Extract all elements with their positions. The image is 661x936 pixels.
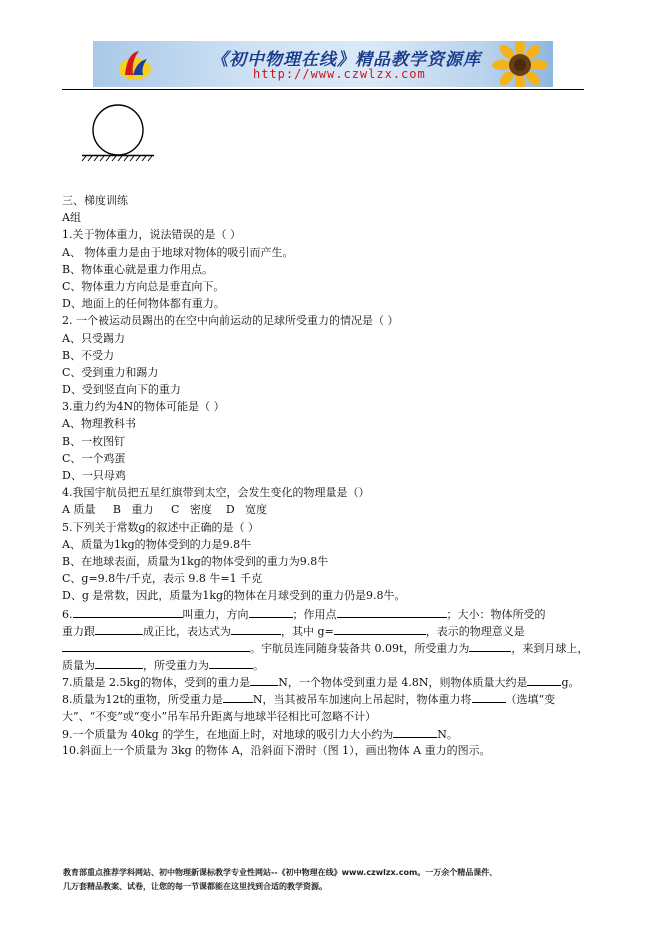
footer-line-1: 教育部重点推荐学科网站、初中物理新课标教学专业性网站--《初中物理在线》www.czwlzx.com。一万余个精品课件、 bbox=[63, 868, 498, 877]
q6-blank-meaning[interactable] bbox=[62, 639, 250, 652]
q6-blank-point[interactable] bbox=[337, 605, 447, 618]
q6-line-4 bbox=[62, 656, 587, 673]
q1-stem: 1.关于物体重力，说法错误的是（ ） bbox=[62, 228, 241, 242]
group-label: A组 bbox=[62, 211, 81, 225]
q3-option-b: B、一枚图钉 bbox=[62, 434, 126, 448]
ball-on-ground-figure bbox=[78, 103, 158, 163]
q6-text-4: 重力跟 bbox=[62, 624, 95, 638]
q9-blank-force[interactable] bbox=[393, 725, 437, 738]
q5-option-a: A、质量为1kg的物体受到的力是9.8牛 bbox=[62, 537, 252, 551]
q3-option-d: D、一只母鸡 bbox=[62, 469, 126, 482]
q7-text-3: g。 bbox=[561, 676, 580, 690]
q6-text-8: 。宇航员连同随身装备共 0.09t，所受重力为 bbox=[250, 641, 470, 655]
q2-option-c: C、受到重力和踢力 bbox=[62, 365, 159, 379]
q5-option-d: D、g 是常数，因此，质量为1kg的物体在月球受到的重力仍是9.8牛。 bbox=[62, 589, 406, 603]
q6-text-5: 成正比，表达式为 bbox=[143, 624, 231, 638]
q6-line-3 bbox=[62, 639, 587, 656]
q5-stem: 5.下列关于常数g的叙述中正确的是（ ） bbox=[62, 520, 260, 534]
q6-line-1 bbox=[62, 605, 587, 622]
q8-text-2: N，当其被吊车加速向上吊起时，物体重力将 bbox=[252, 693, 472, 707]
worksheet-content bbox=[62, 192, 587, 759]
site-logo-icon bbox=[117, 47, 153, 83]
q6-text-12: 。 bbox=[253, 659, 264, 673]
q2-option-d: D、受到竖直向下的重力 bbox=[62, 383, 181, 397]
q1-option-d: D、地面上的任何物体都有重力。 bbox=[62, 297, 225, 311]
q9-line bbox=[62, 725, 587, 742]
q7-blank-mass[interactable] bbox=[527, 673, 561, 686]
header-rule bbox=[62, 89, 584, 90]
section-title: 三、梯度训练 bbox=[62, 194, 128, 207]
q5-option-b: B、在地球表面，质量为1kg的物体受到的重力为9.8牛 bbox=[62, 554, 329, 568]
q1-option-b: B、物体重心就是重力作用点。 bbox=[62, 262, 214, 276]
q5-option-c: C、g=9.8牛/千克，表示 9.8 牛=1 千克 bbox=[62, 572, 263, 586]
q6-blank-direction[interactable] bbox=[249, 605, 293, 618]
q2-stem: 2. 一个被运动员踢出的在空中向前运动的足球所受重力的情况是（ ） bbox=[62, 314, 399, 328]
header-banner bbox=[93, 41, 553, 87]
q1-option-a: A、 物体重力是由于地球对物体的吸引而产生。 bbox=[62, 245, 294, 259]
page-footer bbox=[63, 866, 603, 894]
q8-line-2: 大”、“不变”或“变小”吊车吊升距离与地球半径相比可忽略不计） bbox=[62, 709, 377, 723]
q1-option-c: C、物体重力方向总是垂直向下。 bbox=[62, 279, 225, 293]
q6-text-6: ，其中 g= bbox=[281, 624, 334, 638]
q6-text-7: ，表示的物理意义是 bbox=[425, 624, 525, 638]
q6-text-2: ；作用点 bbox=[292, 607, 337, 621]
q6-number: 6. bbox=[62, 607, 73, 621]
q10-line: 10.斜面上一个质量为 3kg 的物体 A，沿斜面下滑时（图 1），画出物体 A 重力的图示。 bbox=[62, 744, 491, 757]
q6-text-1: 叫重力，方向 bbox=[182, 607, 249, 621]
q4-stem: 4.我国宇航员把五星红旗带到太空，会发生变化的物理量是（） bbox=[62, 486, 370, 500]
q7-blank-weight[interactable] bbox=[250, 673, 278, 686]
q7-text-2: N，一个物体受到重力是 4.8N，则物体质量大约是 bbox=[278, 676, 528, 690]
q6-blank-proportional[interactable] bbox=[95, 622, 143, 635]
q3-option-c: C、一个鸡蛋 bbox=[62, 451, 126, 465]
footer-line-2: 几万套精品教案、试卷，让您的每一节课都能在这里找到合适的教学资源。 bbox=[63, 882, 327, 891]
q6-blank-g[interactable] bbox=[334, 622, 426, 635]
q3-option-a: A、物理教科书 bbox=[62, 417, 136, 431]
q8-text-3: （选填“变 bbox=[505, 693, 556, 707]
q9-text-1: 9.一个质量为 40kg 的学生，在地面上时，对地球的吸引力大小约为 bbox=[62, 727, 394, 741]
q6-blank-definition[interactable] bbox=[73, 605, 183, 618]
q9-text-2: N。 bbox=[437, 727, 458, 741]
q2-option-a: A、只受踢力 bbox=[62, 331, 125, 345]
q4-options: A 质量 B 重力 C 密度 D 宽度 bbox=[62, 503, 268, 517]
q6-text-10: 质量为 bbox=[62, 659, 95, 673]
banner-url: http://www.czwlzx.com bbox=[253, 67, 426, 81]
q6-blank-weight[interactable] bbox=[469, 639, 511, 652]
q8-line-1 bbox=[62, 690, 587, 707]
q6-blank-moon-weight[interactable] bbox=[209, 656, 253, 669]
banner-title: 《初中物理在线》精品教学资源库 bbox=[211, 50, 481, 70]
q8-blank-change[interactable] bbox=[472, 690, 506, 703]
q6-text-3: ；大小：物体所受的 bbox=[446, 607, 546, 621]
q8-text-1: 8.质量为12t的重物，所受重力是 bbox=[62, 693, 223, 707]
q6-text-11: ，所受重力为 bbox=[143, 659, 209, 673]
q6-blank-moon-mass[interactable] bbox=[95, 656, 143, 669]
sunflower-icon bbox=[489, 41, 551, 87]
q3-stem: 3.重力约为4N的物体可能是（ ） bbox=[62, 400, 225, 414]
q2-option-b: B、不受力 bbox=[62, 348, 115, 362]
q6-text-9: ，来到月球上， bbox=[511, 641, 589, 655]
q8-blank-weight[interactable] bbox=[223, 690, 253, 703]
q6-blank-formula[interactable] bbox=[231, 622, 281, 635]
q7-text-1: 7.质量是 2.5kg的物体，受到的重力是 bbox=[62, 676, 251, 690]
q6-line-2 bbox=[62, 622, 587, 639]
q7-line bbox=[62, 673, 587, 690]
